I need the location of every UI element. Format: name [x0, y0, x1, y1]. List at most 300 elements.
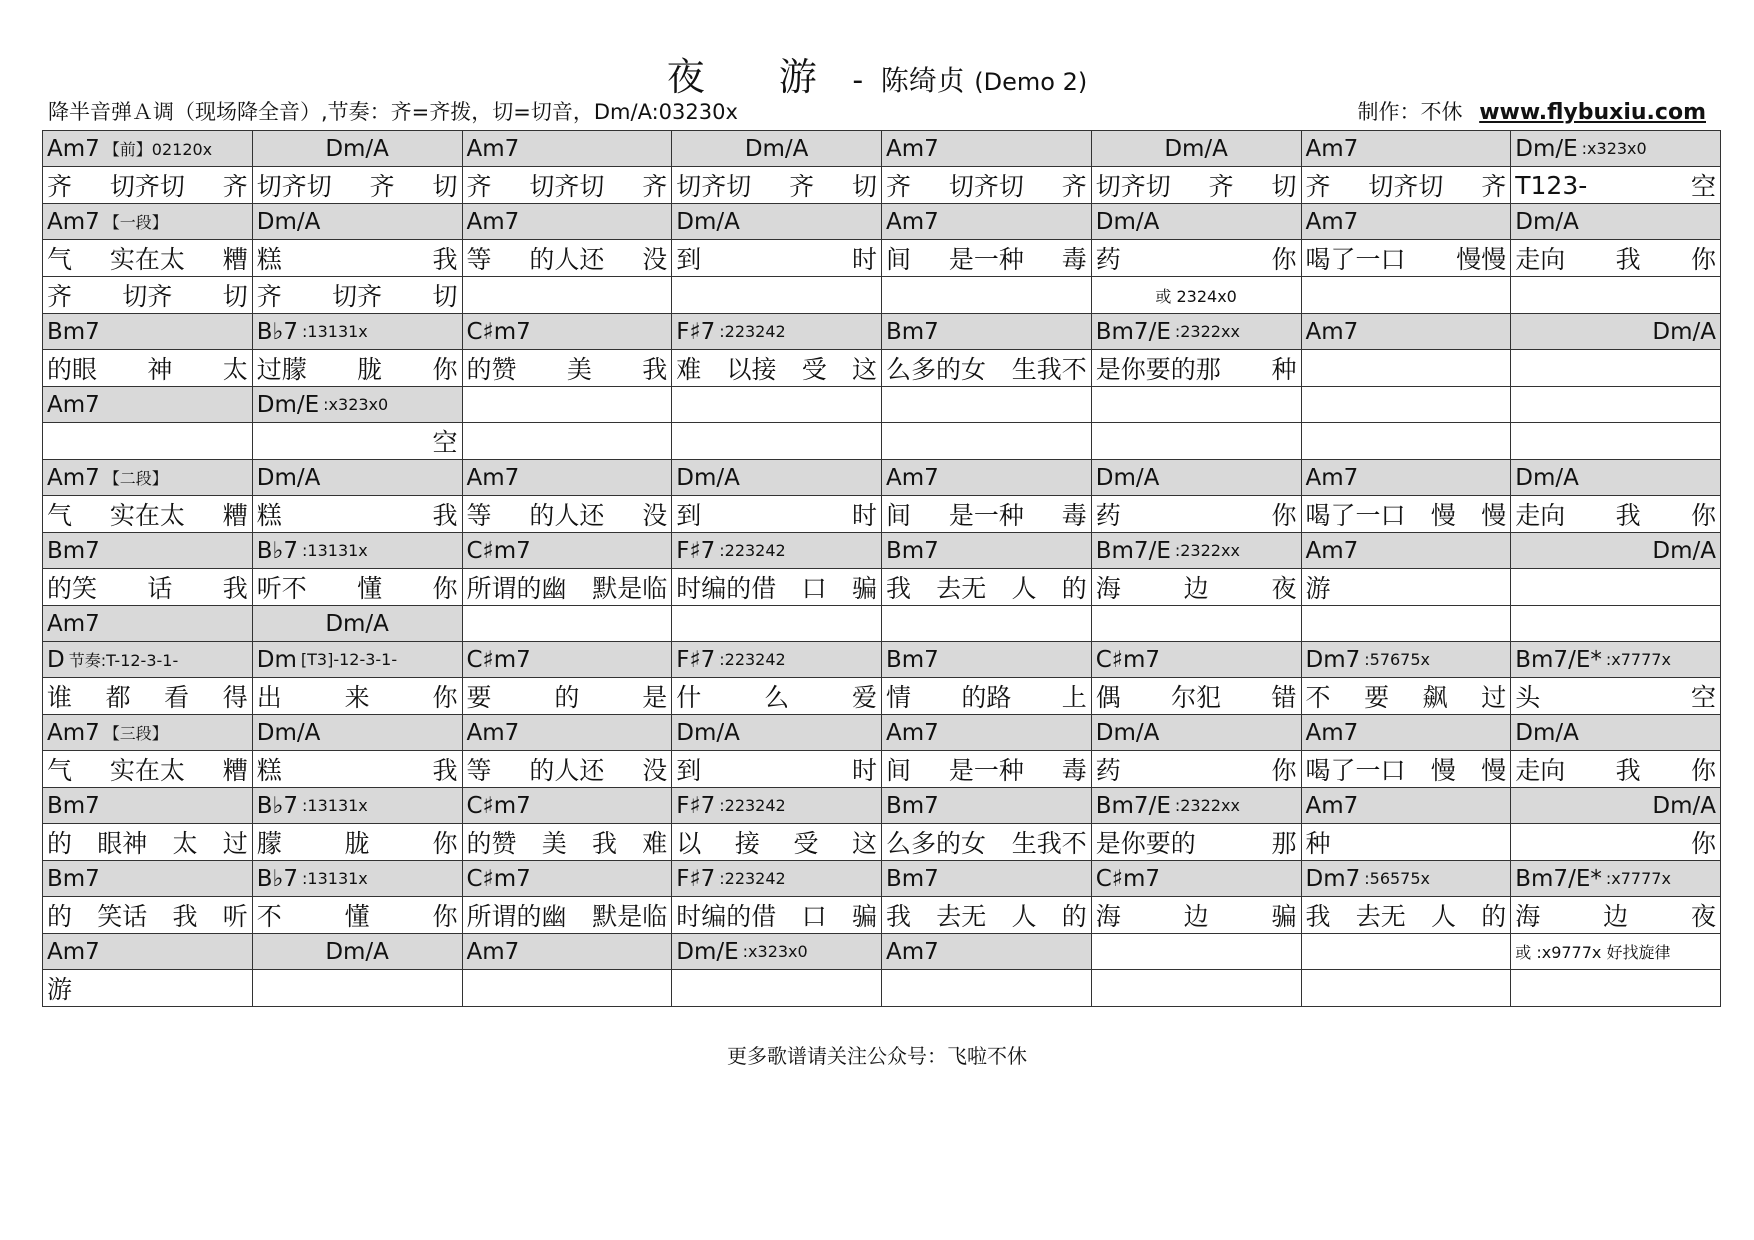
chord-symbol: Bm7/E* — [1515, 646, 1602, 673]
lyric-fragment: 齐 — [789, 172, 815, 201]
lyric-fragment: 糟 — [222, 501, 248, 530]
lyric-fragment: 谁 — [47, 683, 73, 712]
lyric-fragment: 受 — [801, 355, 827, 384]
lyric-fragment: 气 — [47, 245, 73, 274]
lyric-cell — [1511, 970, 1721, 1007]
lyric-cell — [43, 496, 253, 533]
lyric-cell — [1301, 824, 1511, 861]
lyric-fragment: 偶 — [1095, 683, 1121, 712]
chord-symbol: B♭7 — [256, 537, 299, 564]
lyric-cell — [1511, 496, 1721, 533]
lyric-cell — [1091, 350, 1301, 387]
chord-symbol: F♯7 — [676, 646, 716, 673]
chord-symbol: F♯7 — [676, 865, 716, 892]
lyric-cell — [1091, 277, 1301, 314]
lyric-cell — [672, 277, 882, 314]
chord-symbol: Am7 — [466, 135, 520, 162]
lyric-fragment: 的人还 — [529, 501, 605, 530]
lyric-fragment: 你 — [432, 829, 458, 858]
lyric-cell — [43, 970, 253, 1007]
chord-symbol: Dm/E — [1515, 135, 1578, 162]
lyric-cell — [1511, 350, 1721, 387]
lyric-cell — [1511, 751, 1721, 788]
chord-cell — [1091, 788, 1301, 824]
lyric-fragment: 毒 — [1061, 245, 1087, 274]
lyric-cell — [1511, 569, 1721, 606]
chord-cell — [462, 460, 672, 496]
lyric-cell — [882, 423, 1092, 460]
lyric-fragment: 边 — [1183, 902, 1209, 931]
lyric-fragment: 听 — [222, 902, 248, 931]
chord-symbol: Am7 — [47, 464, 100, 491]
chord-cell — [1091, 533, 1301, 569]
lyric-fragment: 话 — [147, 574, 173, 603]
chord-cell — [882, 642, 1092, 678]
lyric-cell — [1511, 824, 1721, 861]
chord-note: [T3]-12-3-1- — [300, 650, 398, 669]
lyric-fragment: 所谓的幽 — [466, 574, 567, 603]
lyric-fragment: 齐 — [1305, 172, 1331, 201]
chord-note: 或 :x9777x 好找旋律 — [1515, 943, 1671, 962]
lyric-cell — [1301, 277, 1511, 314]
chord-symbol: Dm/A — [1164, 135, 1228, 162]
chord-cell — [882, 314, 1092, 350]
lyric-fragment: 齐 — [1208, 172, 1234, 201]
lyric-cell — [462, 496, 672, 533]
lyric-cell — [1301, 496, 1511, 533]
lyric-fragment: 的 — [47, 829, 73, 858]
lyric-fragment: 种 — [1305, 829, 1331, 858]
lyric-cell — [252, 496, 462, 533]
chord-cell — [252, 387, 462, 423]
lyric-cell — [1301, 678, 1511, 715]
lyric-fragment: 么多的女 — [886, 829, 987, 858]
chord-cell — [1091, 934, 1301, 970]
lyric-row — [43, 751, 1721, 788]
chord-note: :223242 — [719, 796, 786, 815]
lyric-fragment: 间 — [886, 756, 912, 785]
chord-symbol: B♭7 — [256, 865, 299, 892]
chord-row — [43, 533, 1721, 569]
lyric-cell — [43, 350, 253, 387]
chord-cell — [43, 204, 253, 240]
lyric-fragment: 我 — [172, 902, 198, 931]
lyric-fragment: 齐 — [369, 172, 395, 201]
lyric-fragment: 我 — [222, 574, 248, 603]
lyric-fragment: 骗 — [851, 902, 877, 931]
lyric-row — [43, 897, 1721, 934]
lyric-fragment: 什 — [676, 683, 702, 712]
chord-cell — [1511, 387, 1721, 423]
chord-symbol: Am7 — [886, 938, 939, 965]
lyric-fragment: 我 — [432, 501, 458, 530]
chord-symbol: Dm/A — [1095, 464, 1160, 491]
chord-symbol: Dm/A — [325, 610, 389, 637]
lyric-cell — [672, 751, 882, 788]
chord-row — [43, 387, 1721, 423]
chord-symbol: B♭7 — [256, 318, 299, 345]
lyric-fragment: 飙 — [1422, 683, 1448, 712]
lyric-cell — [252, 240, 462, 277]
chord-cell — [882, 934, 1092, 970]
chord-cell — [1091, 460, 1301, 496]
lyric-fragment: 气 — [47, 756, 73, 785]
chord-symbol: Dm/A — [744, 135, 809, 162]
lyric-fragment: 间 — [886, 501, 912, 530]
lyric-fragment: 毒 — [1061, 756, 1087, 785]
lyric-cell — [462, 569, 672, 606]
chord-symbol: Am7 — [1305, 792, 1359, 819]
lyric-fragment: 过 — [222, 829, 248, 858]
lyric-fragment: 你 — [432, 902, 458, 931]
lyric-fragment: 胧 — [344, 829, 370, 858]
chord-symbol: Bm7/E — [1095, 792, 1171, 819]
chord-symbol: C♯m7 — [466, 792, 531, 819]
lyric-fragment: 出 — [256, 683, 282, 712]
lyric-fragment: 过朦 — [256, 355, 307, 384]
chord-note: :x7777x — [1605, 650, 1671, 669]
lyric-cell — [882, 678, 1092, 715]
chord-symbol: C♯m7 — [1095, 865, 1160, 892]
lyric-cell — [882, 496, 1092, 533]
chord-cell — [882, 460, 1092, 496]
lyric-cell — [1091, 167, 1301, 204]
chord-note: :x323x0 — [323, 395, 389, 414]
chord-row — [43, 788, 1721, 824]
lyric-fragment: 那 — [1271, 829, 1297, 858]
lyric-cell — [672, 350, 882, 387]
chord-cell — [672, 387, 882, 423]
lyric-fragment: 受 — [793, 829, 819, 858]
chord-symbol: Dm/E — [676, 938, 739, 965]
lyric-fragment: 走向 — [1515, 501, 1566, 530]
lyric-fragment: 去无 — [936, 902, 987, 931]
chord-symbol: Bm7 — [886, 865, 939, 892]
chord-cell — [462, 204, 672, 240]
lyric-fragment: 齐 — [47, 172, 73, 201]
lyric-fragment: 的笑 — [47, 574, 98, 603]
chord-note: :13131x — [302, 796, 368, 815]
credit — [1358, 96, 1707, 126]
lyric-fragment: 听不 — [256, 574, 307, 603]
lyric-cell — [672, 824, 882, 861]
lyric-fragment: 得 — [222, 683, 248, 712]
lyric-cell — [672, 423, 882, 460]
lyric-fragment: 看 — [164, 683, 190, 712]
lyric-fragment: 没 — [642, 501, 668, 530]
chord-cell — [882, 533, 1092, 569]
chord-note: 节奏:T-12-3-1- — [68, 651, 179, 670]
chord-symbol: F♯7 — [676, 318, 716, 345]
artist-name: 陈绮贞 — [880, 64, 965, 97]
lyric-fragment: 我 — [1615, 245, 1641, 274]
chord-cell — [462, 788, 672, 824]
lyric-cell — [882, 167, 1092, 204]
lyric-fragment: 齐 — [1481, 172, 1507, 201]
lyric-fragment: 夜 — [1271, 574, 1297, 603]
chord-symbol: Dm7 — [1305, 646, 1361, 673]
lyric-cell — [252, 423, 462, 460]
chord-row — [43, 314, 1721, 350]
lyric-fragment: 齐 — [47, 282, 73, 311]
lyric-fragment: 空 — [1690, 172, 1716, 201]
lyric-row — [43, 240, 1721, 277]
lyric-cell — [43, 167, 253, 204]
lyric-fragment: 是你要的 — [1095, 829, 1196, 858]
lyric-cell — [882, 240, 1092, 277]
chord-cell — [252, 131, 462, 167]
chord-cell — [672, 934, 882, 970]
chord-symbol: Bm7/E — [1095, 318, 1171, 345]
lyric-cell — [252, 350, 462, 387]
lyric-fragment: 要 — [466, 683, 492, 712]
lyric-fragment: 你 — [1690, 501, 1716, 530]
lyric-fragment: 切齐切 — [1095, 172, 1171, 201]
chord-note: 【一段】 — [103, 213, 168, 232]
lyric-fragment: 时 — [851, 245, 877, 274]
lyric-fragment: 尔犯 — [1171, 683, 1222, 712]
chord-sheet-table — [42, 130, 1721, 1007]
lyric-fragment: 我 — [591, 829, 617, 858]
chord-cell — [43, 606, 253, 642]
chord-cell — [672, 861, 882, 897]
chord-cell — [462, 642, 672, 678]
lyric-fragment: 的 — [1061, 902, 1087, 931]
lyric-fragment: 毒 — [1061, 501, 1087, 530]
lyric-fragment: 实在太 — [109, 245, 185, 274]
lyric-fragment: 人 — [1430, 902, 1456, 931]
chord-cell — [1511, 460, 1721, 496]
lyric-fragment: 错 — [1271, 683, 1297, 712]
chord-cell — [462, 314, 672, 350]
lyric-cell — [1091, 970, 1301, 1007]
lyric-row — [43, 350, 1721, 387]
lyric-fragment: 切齐 — [332, 282, 383, 311]
chord-symbol: F♯7 — [676, 537, 716, 564]
lyric-cell — [43, 277, 253, 314]
lyric-row — [43, 824, 1721, 861]
chord-symbol: Dm/A — [1095, 208, 1160, 235]
chord-cell — [462, 715, 672, 751]
lyric-cell — [672, 897, 882, 934]
chord-cell — [1091, 387, 1301, 423]
lyric-cell — [1301, 751, 1511, 788]
chord-note: :57675x — [1364, 650, 1431, 669]
chord-note: 【二段】 — [103, 469, 168, 488]
lyric-fragment: 都 — [105, 683, 131, 712]
lyric-cell — [252, 751, 462, 788]
lyric-fragment: 的 — [1061, 574, 1087, 603]
lyric-fragment: 海 — [1095, 902, 1121, 931]
chord-cell — [1091, 131, 1301, 167]
chord-symbol: Am7 — [47, 938, 100, 965]
lyric-fragment: 难 — [676, 355, 702, 384]
lyric-fragment: 空 — [1690, 683, 1716, 712]
lyric-fragment: 骗 — [1271, 902, 1297, 931]
footer-note: 更多歌谱请关注公众号：飞啦不休 — [727, 1044, 1027, 1068]
lyric-fragment: 到 — [676, 756, 702, 785]
chord-cell — [1511, 934, 1721, 970]
chord-cell — [1301, 788, 1511, 824]
lyric-row — [43, 970, 1721, 1007]
chord-note: 【三段】 — [103, 724, 168, 743]
lyric-fragment: 的人还 — [529, 756, 605, 785]
chord-cell — [1301, 533, 1511, 569]
lyric-cell — [462, 897, 672, 934]
lyric-fragment: 我 — [432, 756, 458, 785]
chord-cell — [43, 387, 253, 423]
lyric-cell — [43, 897, 253, 934]
lyric-cell — [1511, 423, 1721, 460]
chord-cell — [1301, 204, 1511, 240]
chord-cell — [1301, 460, 1511, 496]
chord-cell — [1301, 606, 1511, 642]
lyric-fragment: 胧 — [357, 355, 383, 384]
chord-cell — [882, 788, 1092, 824]
chord-symbol: Am7 — [466, 938, 520, 965]
chord-cell — [672, 715, 882, 751]
lyric-row — [43, 569, 1721, 606]
lyric-fragment: 齐 — [222, 172, 248, 201]
chord-note: :13131x — [302, 322, 368, 341]
lyric-cell — [1301, 970, 1511, 1007]
chord-cell — [252, 460, 462, 496]
chord-symbol: Bm7 — [886, 318, 939, 345]
chord-symbol: Am7 — [1305, 464, 1359, 491]
lyric-fragment: 情 — [886, 683, 912, 712]
lyric-fragment: 不 — [1305, 683, 1331, 712]
chord-cell — [252, 715, 462, 751]
chord-symbol: Dm/A — [676, 208, 740, 235]
chord-row — [43, 934, 1721, 970]
chord-symbol: Dm/A — [676, 719, 740, 746]
lyric-fragment: 没 — [642, 245, 668, 274]
lyric-cell — [882, 970, 1092, 1007]
chord-cell — [1091, 606, 1301, 642]
lyric-cell — [1091, 678, 1301, 715]
lyric-fragment: 时 — [851, 501, 877, 530]
lyric-fragment: 默是临 — [592, 574, 668, 603]
credit-url-link[interactable]: www.flybuxiu.com — [1479, 100, 1706, 125]
chord-symbol: Bm7/E* — [1515, 865, 1602, 892]
lyric-fragment: 是你要的那 — [1095, 355, 1221, 384]
chord-cell — [1301, 861, 1511, 897]
chord-cell — [252, 934, 462, 970]
chord-symbol: Bm7 — [47, 537, 100, 564]
lyric-fragment: 药 — [1095, 756, 1121, 785]
lyric-fragment: 我 — [886, 574, 912, 603]
lyric-fragment: 是 — [642, 683, 668, 712]
chord-symbol: Dm/A — [256, 719, 321, 746]
lyric-fragment: 生我不 — [1011, 829, 1087, 858]
lyric-cell — [1511, 277, 1721, 314]
lyric-fragment: 你 — [1271, 245, 1297, 274]
lyric-fragment: 海 — [1515, 902, 1541, 931]
chord-cell — [672, 642, 882, 678]
lyric-fragment: 齐 — [256, 282, 282, 311]
lyric-cell — [1511, 678, 1721, 715]
song-title: 夜 游 — [666, 55, 835, 99]
chord-symbol: C♯m7 — [466, 865, 531, 892]
lyric-fragment: 糕 — [256, 245, 282, 274]
lyric-cell — [672, 970, 882, 1007]
lyric-cell — [252, 277, 462, 314]
lyric-fragment: 齐 — [466, 172, 492, 201]
lyric-fragment: 喝了一口 — [1305, 501, 1406, 530]
lyric-fragment: 时编的借 — [676, 574, 777, 603]
chord-row — [43, 861, 1721, 897]
lyric-fragment: 么 — [764, 683, 790, 712]
lyric-row — [43, 167, 1721, 204]
chord-note: :223242 — [719, 541, 786, 560]
lyric-fragment: 我 — [1615, 501, 1641, 530]
lyric-fragment: 以 — [676, 829, 702, 858]
lyric-fragment: 实在太 — [109, 756, 185, 785]
chord-row — [43, 642, 1721, 678]
lyric-fragment: 的 — [47, 902, 73, 931]
lyric-cell — [252, 678, 462, 715]
chord-symbol: Dm/A — [1515, 464, 1579, 491]
chord-cell — [672, 533, 882, 569]
lyric-cell — [1301, 350, 1511, 387]
chord-note: :13131x — [302, 869, 368, 888]
lyric-cell — [43, 569, 253, 606]
chord-cell — [43, 642, 253, 678]
lyric-fragment: 爱 — [851, 683, 877, 712]
chord-symbol: Am7 — [886, 208, 939, 235]
lyric-cell — [43, 423, 253, 460]
chord-cell — [1301, 131, 1511, 167]
lyric-fragment: 这 — [851, 355, 877, 384]
lyric-fragment: 的赞 — [466, 355, 517, 384]
lyric-cell — [672, 496, 882, 533]
lyric-cell — [1511, 167, 1721, 204]
lyric-cell — [672, 167, 882, 204]
chord-symbol: Am7 — [47, 610, 100, 637]
lyric-fragment: 的 — [554, 683, 580, 712]
lyric-cell — [462, 423, 672, 460]
lyric-fragment: 你 — [432, 683, 458, 712]
chord-cell — [43, 788, 253, 824]
chord-cell — [1511, 131, 1721, 167]
lyric-fragment: 不 — [256, 902, 282, 931]
lyric-fragment: 这 — [851, 829, 877, 858]
lyric-fragment: 你 — [432, 574, 458, 603]
lyric-cell — [882, 897, 1092, 934]
chord-symbol: Dm/A — [325, 135, 389, 162]
chord-cell — [882, 204, 1092, 240]
lyric-fragment: 到 — [676, 245, 702, 274]
lyric-fragment: 神 — [147, 355, 173, 384]
lyric-fragment: 切齐切 — [1368, 172, 1444, 201]
chord-row — [43, 460, 1721, 496]
lyric-row — [43, 678, 1721, 715]
lyric-fragment: 等 — [466, 245, 492, 274]
chord-cell — [43, 861, 253, 897]
chord-cell — [1301, 934, 1511, 970]
chord-cell — [1301, 642, 1511, 678]
lyric-cell — [462, 970, 672, 1007]
chord-symbol: Bm7 — [886, 646, 939, 673]
chord-row — [43, 606, 1721, 642]
lyric-cell — [882, 350, 1092, 387]
lyric-fragment: 太 — [222, 355, 248, 384]
lyric-fragment: 的 — [1481, 902, 1507, 931]
chord-cell — [882, 606, 1092, 642]
chord-symbol: C♯m7 — [1095, 646, 1160, 673]
lyric-cell — [43, 678, 253, 715]
lyric-cell — [1091, 897, 1301, 934]
